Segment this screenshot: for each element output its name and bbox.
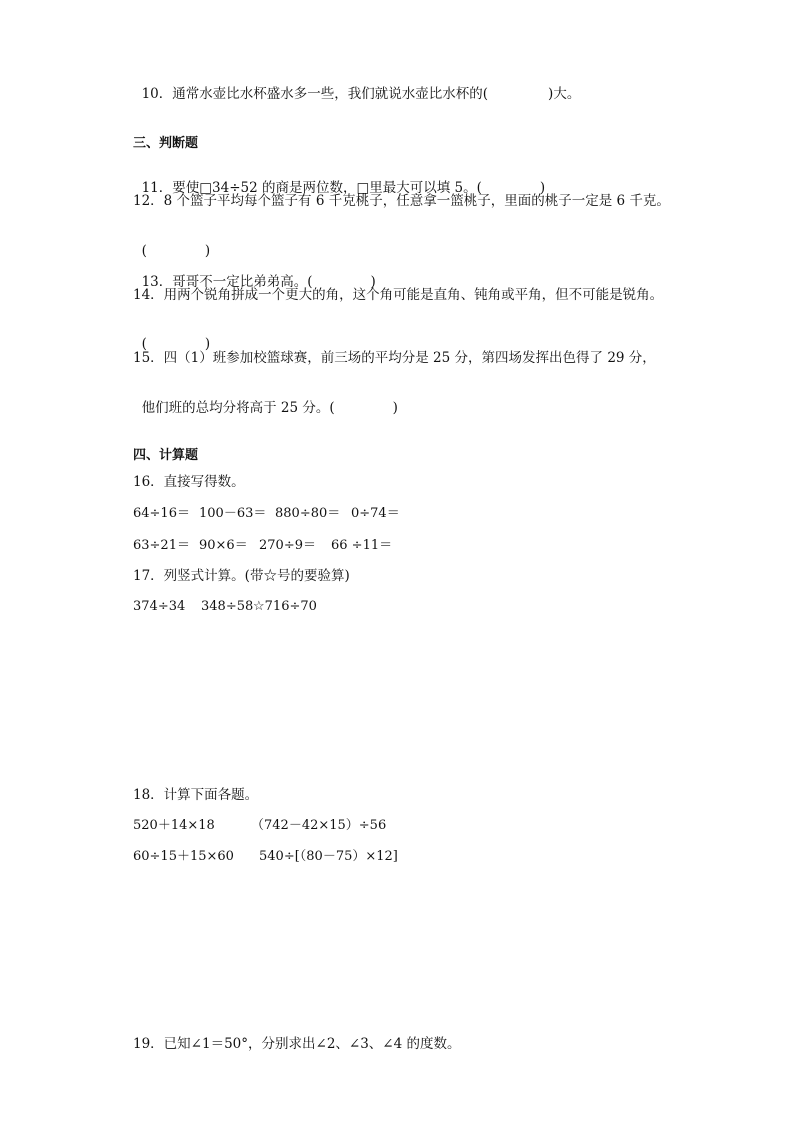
paren-close: ) — [204, 336, 211, 352]
question-19-text: 19．已知∠1＝50°，分别求出∠2、∠3、∠4 的度数。 — [133, 1036, 461, 1052]
question-13-tail: ) — [370, 274, 376, 290]
question-15-line2 — [133, 381, 398, 417]
question-10-tail: )大。 — [548, 86, 581, 102]
question-12-text: 12．8 个篮子平均每个篮子有 6 千克桃子，任意拿一篮桃子，里面的桃子一定是 6 千克。 — [133, 193, 670, 209]
question-17-items — [133, 598, 317, 670]
calc-item: 520＋14×18 — [133, 818, 215, 833]
question-10-text: 10．通常水壶比水杯盛水多一些，我们就说水壶比水杯的( — [141, 86, 489, 102]
question-15-text: 15．四（1）班参加校篮球赛，前三场的平均分是 25 分，第四场发挥出色得了 29 分， — [133, 350, 656, 366]
question-14-answer — [133, 317, 210, 353]
paren-close: ) — [204, 243, 211, 259]
calc-item: 90×6＝ — [199, 538, 248, 553]
question-11-tail: ) — [539, 180, 546, 196]
calc-item: 540÷[（80－75）×12] — [259, 849, 398, 864]
question-18-title: 18．计算下面各题。 — [133, 787, 259, 803]
calc-item: 66 ÷11＝ — [331, 538, 393, 553]
question-15-text-2: 他们班的总均分将高于 25 分。( — [141, 400, 335, 416]
question-10 — [133, 67, 580, 103]
paren-open: ( — [141, 336, 147, 352]
question-17-title: 17．列竖式计算。(带☆号的要验算) — [133, 568, 350, 584]
calc-item: 880÷80＝ — [275, 506, 341, 521]
question-13-text: 13．哥哥不一定比弟弟高。( — [141, 274, 313, 290]
question-14-text: 14．用两个锐角拼成一个更大的角，这个角可能是直角、钝角或平角，但不可能是锐角。 — [133, 287, 664, 303]
calc-item: （742－42×15）÷56 — [251, 818, 387, 833]
calc-item: 100－63＝ — [199, 506, 267, 521]
question-15-tail: ) — [392, 400, 398, 416]
section-3-heading: 三、判断题 — [133, 136, 199, 151]
calc-item: 63÷21＝ — [133, 538, 190, 553]
calc-item: ☆716÷70 — [253, 599, 317, 614]
calc-item: 64÷16＝ — [133, 506, 190, 521]
section-4-heading: 四、计算题 — [133, 448, 199, 463]
calc-item: 270÷9＝ — [259, 538, 316, 553]
calc-item: 374÷34 — [133, 599, 186, 614]
calc-item: 0÷74＝ — [351, 506, 400, 521]
question-11-text: 11．要使□34÷52 的商是两位数，□里最大可以填 5。( — [141, 180, 482, 196]
question-18-row-2 — [133, 848, 398, 902]
calc-item: 60÷15＋15×60 — [133, 849, 234, 864]
paren-open: ( — [141, 243, 147, 259]
calc-item: 348÷58 — [201, 599, 254, 614]
question-16-title: 16．直接写得数。 — [133, 474, 245, 490]
